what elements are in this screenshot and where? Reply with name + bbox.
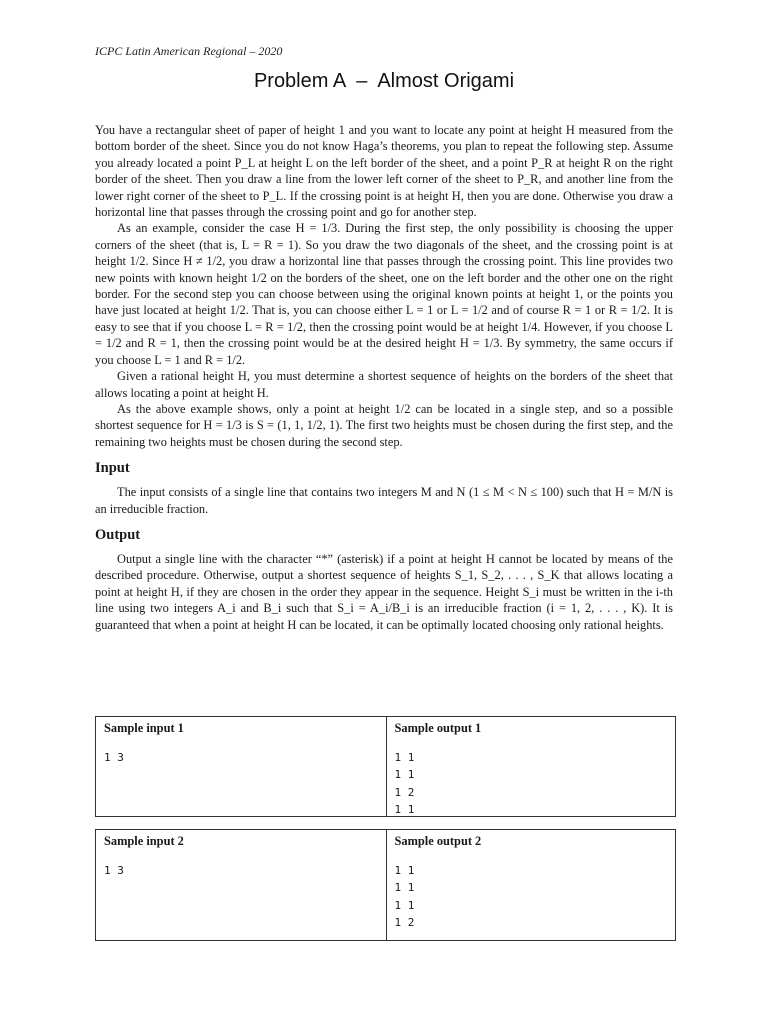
sample-table-2 <box>95 829 676 941</box>
problem-statement <box>95 122 673 633</box>
output-description: Output a single line with the character “*” (asterisk) if a point at height H cannot be located by means of the described procedure. Otherwise, output a shortest sequence of heights S_1, S_2, . . . , S_K that allows locating a point at height H, if they are chosen in the order they appear in the sequence. Height S_i must be written in the i-th line using two integers A_i and B_i such that S_i = A_i/B_i is an irreducible fraction (i = 1, 2, . . . , K). It is guaranteed that when a point at height H can be located, it can be optimally located choosing only rational heights. <box>95 551 673 632</box>
sample-output-label: Sample output 2 <box>394 834 482 848</box>
sample-output-cell <box>386 830 676 940</box>
sample-input-label: Sample input 2 <box>104 834 184 848</box>
input-description: The input consists of a single line that contains two integers M and N (1 ≤ M < N ≤ 100) such that H = M/N is an irreducible fraction. <box>95 485 673 516</box>
sample-input-text: 1 3 <box>104 751 124 764</box>
sample-output-text: 1 1 1 1 1 1 1 2 <box>394 864 415 929</box>
input-heading: Input <box>95 460 130 477</box>
statement-paragraph: You have a rectangular sheet of paper of height 1 and you want to locate any point at height H measured from the bottom border of the sheet. Since you do not know Haga’s theorems, you plan to repeat the following step. Assume you already located a point P_L at height L on the left border of the sheet, and a point P_R at height R on the right border of the sheet. Then you draw a line from the lower left corner of the sheet to P_R, and another line from the lower right corner of the sheet to P_L. If the crossing point is at height H, then you are done. Otherwise you draw a horizontal line that passes through the crossing point and go for another step. <box>95 123 673 220</box>
sample-output-text: 1 1 1 1 1 2 1 1 <box>394 751 415 816</box>
contest-header: ICPC Latin American Regional – 2020 <box>95 44 283 58</box>
statement-paragraph: As an example, consider the case H = 1/3. During the first step, the only possibility is choosing the upper corners of the sheet (that is, L = R = 1). So you draw the two diagonals of the sheet, and the crossing point is at height 1/2. Since H ≠ 1/2, you draw a horizontal line that passes through the crossing point. This line provides two new points with known height 1/2 on the borders of the sheet, one on the left border and the other one on the right border. For the second step you can choose between using the original known points at height 1, or the points you have just located at height 1/2. That is, you can choose either L = 1 or L = 1/2 and of course R = 1 or R = 1/2. It is easy to see that if you choose L = R = 1/2, then the crossing point would be at height 1/4. However, if you choose L = 1/2 and R = 1, then the crossing point would be at the desired height H = 1/3. By symmetry, the same occurs if you choose L = 1 and R = 1/2. <box>95 221 673 367</box>
sample-input-cell <box>96 717 386 816</box>
output-heading: Output <box>95 526 141 543</box>
sample-output-cell <box>386 717 676 816</box>
problem-title: Problem A – Almost Origami <box>253 70 515 92</box>
statement-paragraph: As the above example shows, only a point at height 1/2 can be located in a single step, and so a possible shortest sequence for H = 1/3 is S = (1, 1, 1/2, 1). The first two heights must be chosen during the first step, and the remaining two heights must be chosen during the second step. <box>95 401 673 449</box>
sample-table-1 <box>95 716 676 817</box>
sample-input-text: 1 3 <box>104 864 124 877</box>
sample-output-label: Sample output 1 <box>394 721 482 735</box>
sample-input-cell <box>96 830 386 940</box>
sample-input-label: Sample input 1 <box>104 721 184 735</box>
statement-paragraph: Given a rational height H, you must determine a shortest sequence of heights on the borders of the sheet that allows locating a point at height H. <box>95 369 673 400</box>
